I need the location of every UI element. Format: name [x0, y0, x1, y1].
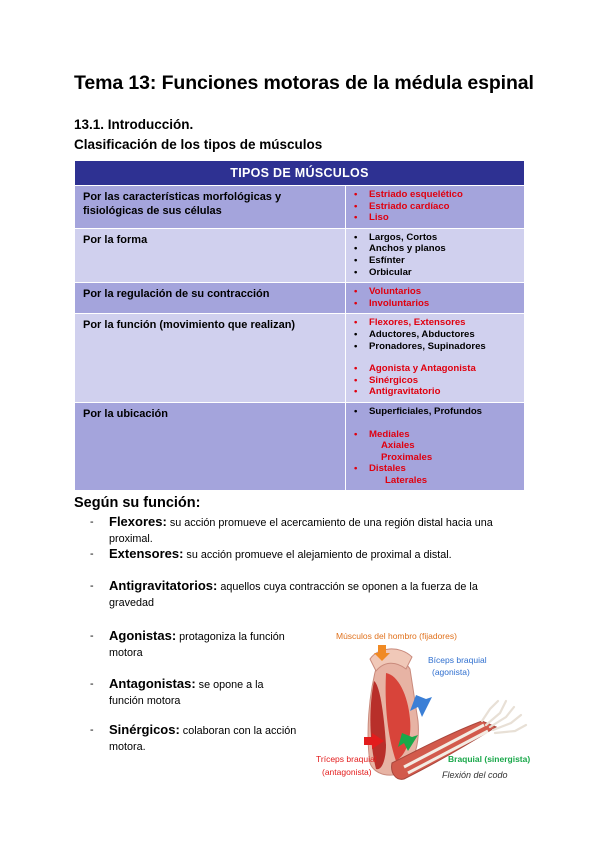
list-item: • Esfínter: [352, 255, 518, 267]
list-item: • Pronadores, Supinadores: [352, 341, 518, 353]
function-item-sinergicos: - Sinérgicos: colaboran con la acción motora.: [90, 722, 297, 753]
list-item: • Involuntarios: [352, 298, 518, 310]
list-item: Proximales: [381, 451, 433, 463]
list-item: • Mediales: [352, 429, 518, 441]
page-title: Tema 13: Funciones motoras de la médula espinal: [74, 72, 534, 94]
triceps-label-line1: Tríceps braquial: [316, 754, 377, 764]
table-row: [75, 186, 525, 229]
list-item: • Liso: [352, 212, 518, 224]
list-item: • Agonista y Antagonista: [352, 363, 518, 375]
description: su acción promueve el alejamiento de proximal a distal.: [186, 549, 452, 561]
table-row: [75, 402, 525, 491]
list-item: • Flexores, Extensores: [352, 317, 518, 329]
term: Antagonistas:: [109, 676, 196, 691]
list-item: • Voluntarios: [352, 286, 518, 298]
list-item: • Largos, Cortos: [352, 232, 518, 244]
function-item-antagonistas: - Antagonistas: se opone a la función motora: [90, 676, 264, 707]
list-item: Laterales: [385, 474, 428, 486]
list-item: • Distales: [352, 463, 518, 475]
term: Extensores:: [109, 546, 184, 561]
elbow-flexion-figure: [300, 625, 545, 797]
table-row: [75, 228, 525, 282]
section-number-title: 13.1. Introducción.: [74, 117, 194, 132]
triceps-label-line2: (antagonista): [322, 767, 372, 777]
section-heading: [74, 115, 322, 155]
section-subtitle: Clasificación de los tipos de músculos: [74, 137, 323, 152]
row-category: Por la ubicación: [75, 402, 346, 491]
function-item-antigravitatorios: - Antigravitatorios: aquellos cuya contracción se oponen a la fuerza de la gravedad: [90, 578, 478, 609]
description: colaboran con la acción motora.: [109, 725, 297, 753]
braquial-label: Braquial (sinergista): [448, 754, 531, 764]
description: aquellos cuya contracción se oponen a la fuerza de la gravedad: [109, 581, 478, 609]
function-item-agonistas: - Agonistas: protagoniza la función motora: [90, 628, 285, 659]
table-header: TIPOS DE MÚSCULOS: [75, 161, 525, 186]
list-item: • Superficiales, Profundos: [352, 406, 518, 418]
term: Antigravitatorios:: [109, 578, 218, 593]
list-item: • Sinérgicos: [352, 375, 518, 387]
flexion-label: Flexión del codo: [442, 770, 508, 780]
description: su acción promueve el acercamiento de una región distal hacia una proximal.: [109, 517, 493, 545]
row-category: Por la forma: [75, 228, 346, 282]
function-item-flexores: - Flexores: su acción promueve el acercamiento de una región distal hacia una proximal.: [90, 514, 493, 545]
list-item: • Estriado cardíaco: [352, 201, 518, 213]
row-category: Por las características morfológicas y fisiológicas de sus células: [75, 186, 346, 229]
list-item: • Orbicular: [352, 267, 518, 279]
biceps-label-line2: (agonista): [432, 667, 470, 677]
biceps-label-line1: Bíceps braquial: [428, 655, 487, 665]
term: Agonistas:: [109, 628, 177, 643]
list-item: • Aductores, Abductores: [352, 329, 518, 341]
term: Sinérgicos:: [109, 722, 180, 737]
row-category: Por la función (movimiento que realizan): [75, 314, 346, 403]
description: se opone a la función motora: [109, 679, 264, 707]
function-heading: Según su función:: [74, 495, 201, 511]
list-item: • Antigravitatorio: [352, 386, 518, 398]
function-item-extensores: - Extensores: su acción promueve el alejamiento de proximal a distal.: [90, 546, 452, 561]
list-item: • Estriado esquelético: [352, 189, 518, 201]
description: protagoniza la función motora: [109, 631, 285, 659]
table-row: [75, 314, 525, 403]
muscle-types-table: [74, 160, 525, 491]
list-item: Axiales: [381, 440, 415, 452]
shoulder-label: Músculos del hombro (fijadores): [336, 631, 457, 641]
list-item: • Anchos y planos: [352, 243, 518, 255]
term: Flexores:: [109, 514, 167, 529]
table-row: [75, 283, 525, 314]
row-category: Por la regulación de su contracción: [75, 283, 346, 314]
